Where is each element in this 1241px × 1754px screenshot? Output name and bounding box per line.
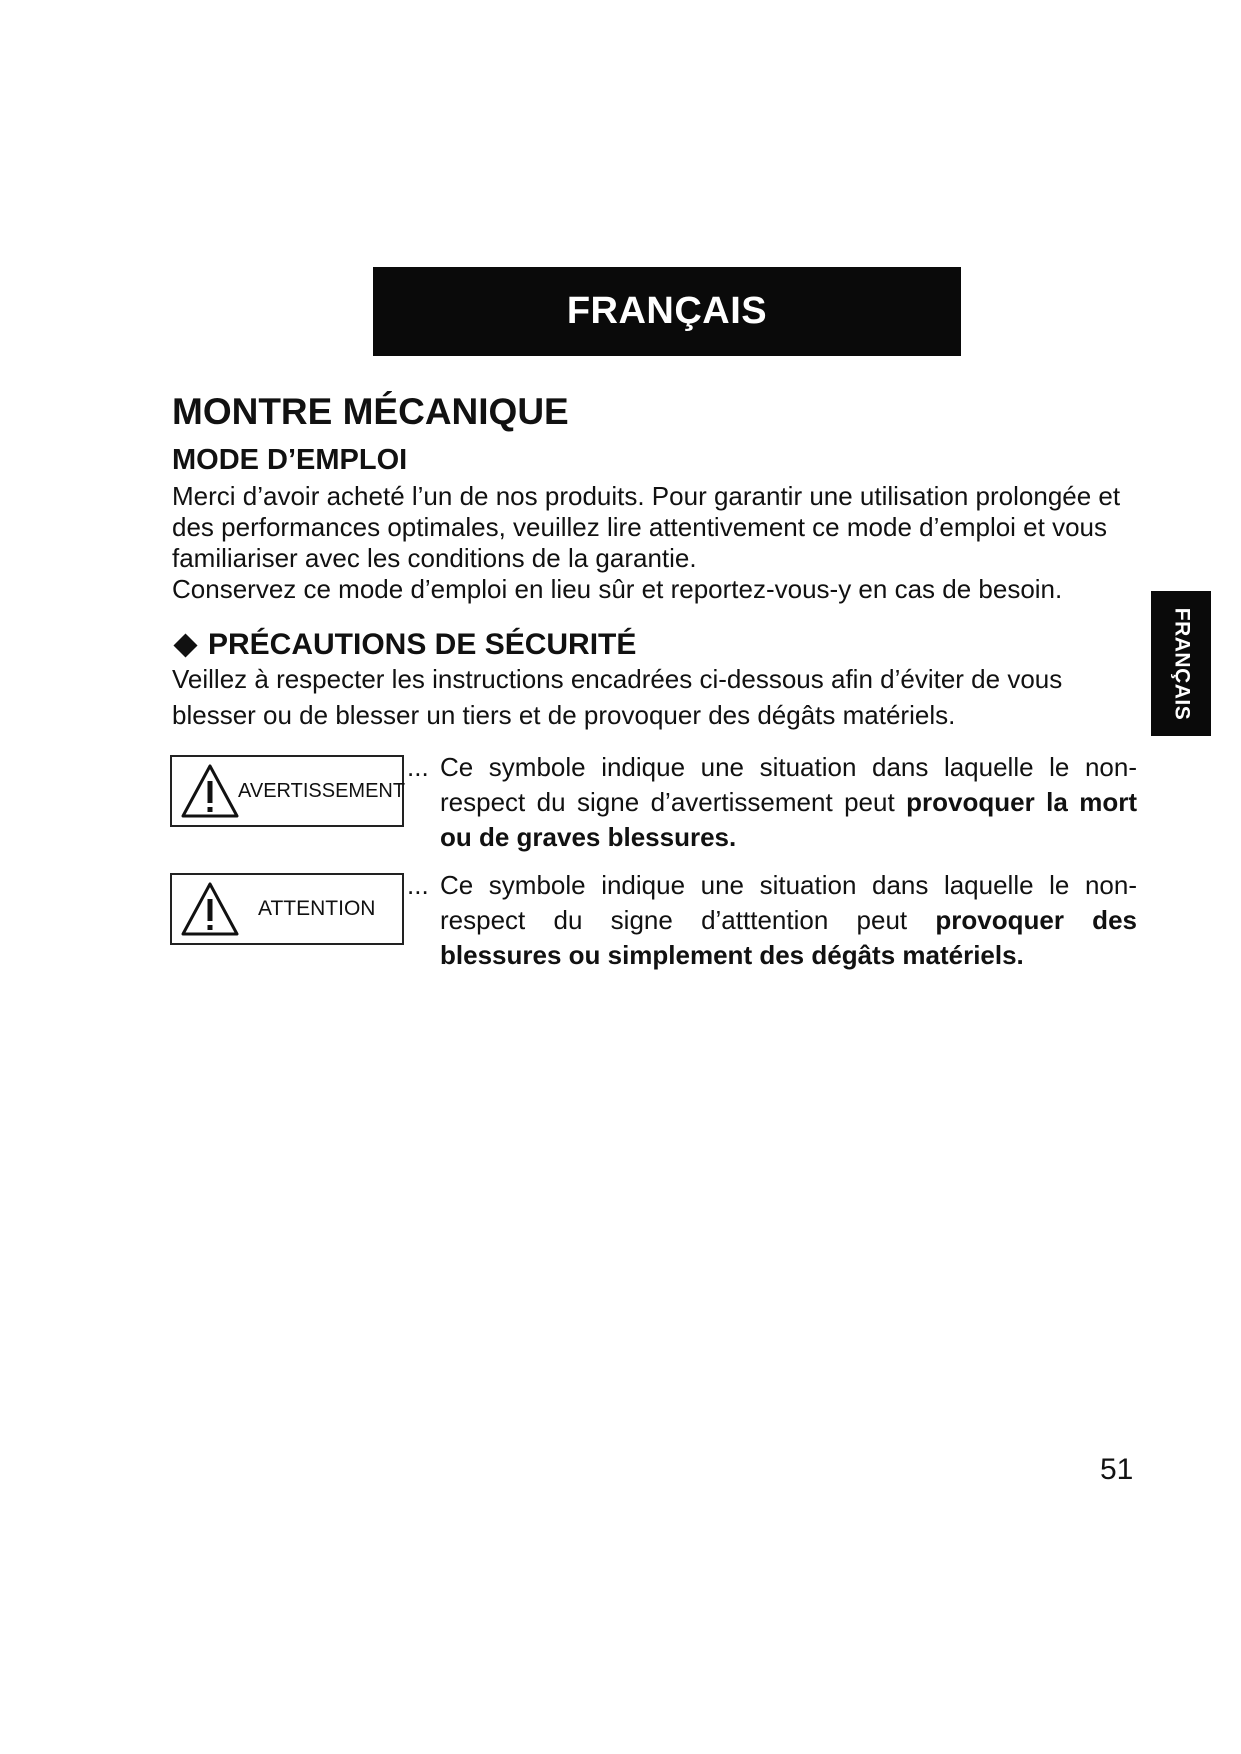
- document-subtitle: MODE D’EMPLOI: [172, 444, 408, 476]
- safety-heading-label: PRÉCAUTIONS DE SÉCURITÉ: [208, 628, 637, 661]
- intro-paragraph-2: Conservez ce mode d’emploi en lieu sûr et reportez-vous-y en cas de besoin.: [172, 574, 1063, 604]
- intro-text: [172, 481, 1142, 605]
- diamond-bullet-icon: [173, 633, 197, 657]
- warning-description-text: Ce symbole indique une situation dans laquelle le non-respect du signe d’avertissement peut: [440, 752, 1137, 817]
- page-number: 51: [1100, 1453, 1134, 1486]
- warning-symbol-label: AVERTISSEMENT: [238, 779, 406, 802]
- warning-symbol-box: [170, 755, 404, 827]
- safety-text: Veillez à respecter les instructions encadrées ci-dessous afin d’éviter de vous blesser ou de blesser un tiers et de provoquer des dégâts matériels.: [172, 664, 1063, 730]
- warning-description: [440, 750, 1137, 855]
- caution-triangle-icon: [180, 880, 240, 938]
- caution-description: [440, 868, 1137, 973]
- warning-ellipsis: ...: [407, 752, 429, 782]
- caution-ellipsis: ...: [407, 870, 429, 900]
- document-title: MONTRE MÉCANIQUE: [172, 391, 569, 432]
- intro-paragraph-1: Merci d’avoir acheté l’un de nos produits. Pour garantir une utilisation prolongée et des performances optimales, veuillez lire attentivement ce mode d’emploi et vous familiariser avec les conditions de la garantie.: [172, 481, 1121, 573]
- side-language-tab: [1151, 591, 1211, 736]
- caution-description-bold: provoquer des blessures ou simplement des dégâts matériels.: [440, 905, 1137, 970]
- warning-triangle-icon: [180, 762, 240, 820]
- language-banner-label: FRANÇAIS: [566, 290, 768, 332]
- caution-symbol-box: [170, 873, 404, 945]
- side-language-tab-label: FRANÇAIS: [1170, 607, 1193, 720]
- safety-heading: [172, 627, 636, 663]
- caution-description-text: Ce symbole indique une situation dans laquelle le non-respect du signe d’atttention peut: [440, 870, 1137, 935]
- language-banner: [373, 267, 961, 356]
- warning-description-bold: provoquer la mort ou de graves blessures.: [440, 787, 1137, 852]
- caution-symbol-label: ATTENTION: [258, 897, 376, 920]
